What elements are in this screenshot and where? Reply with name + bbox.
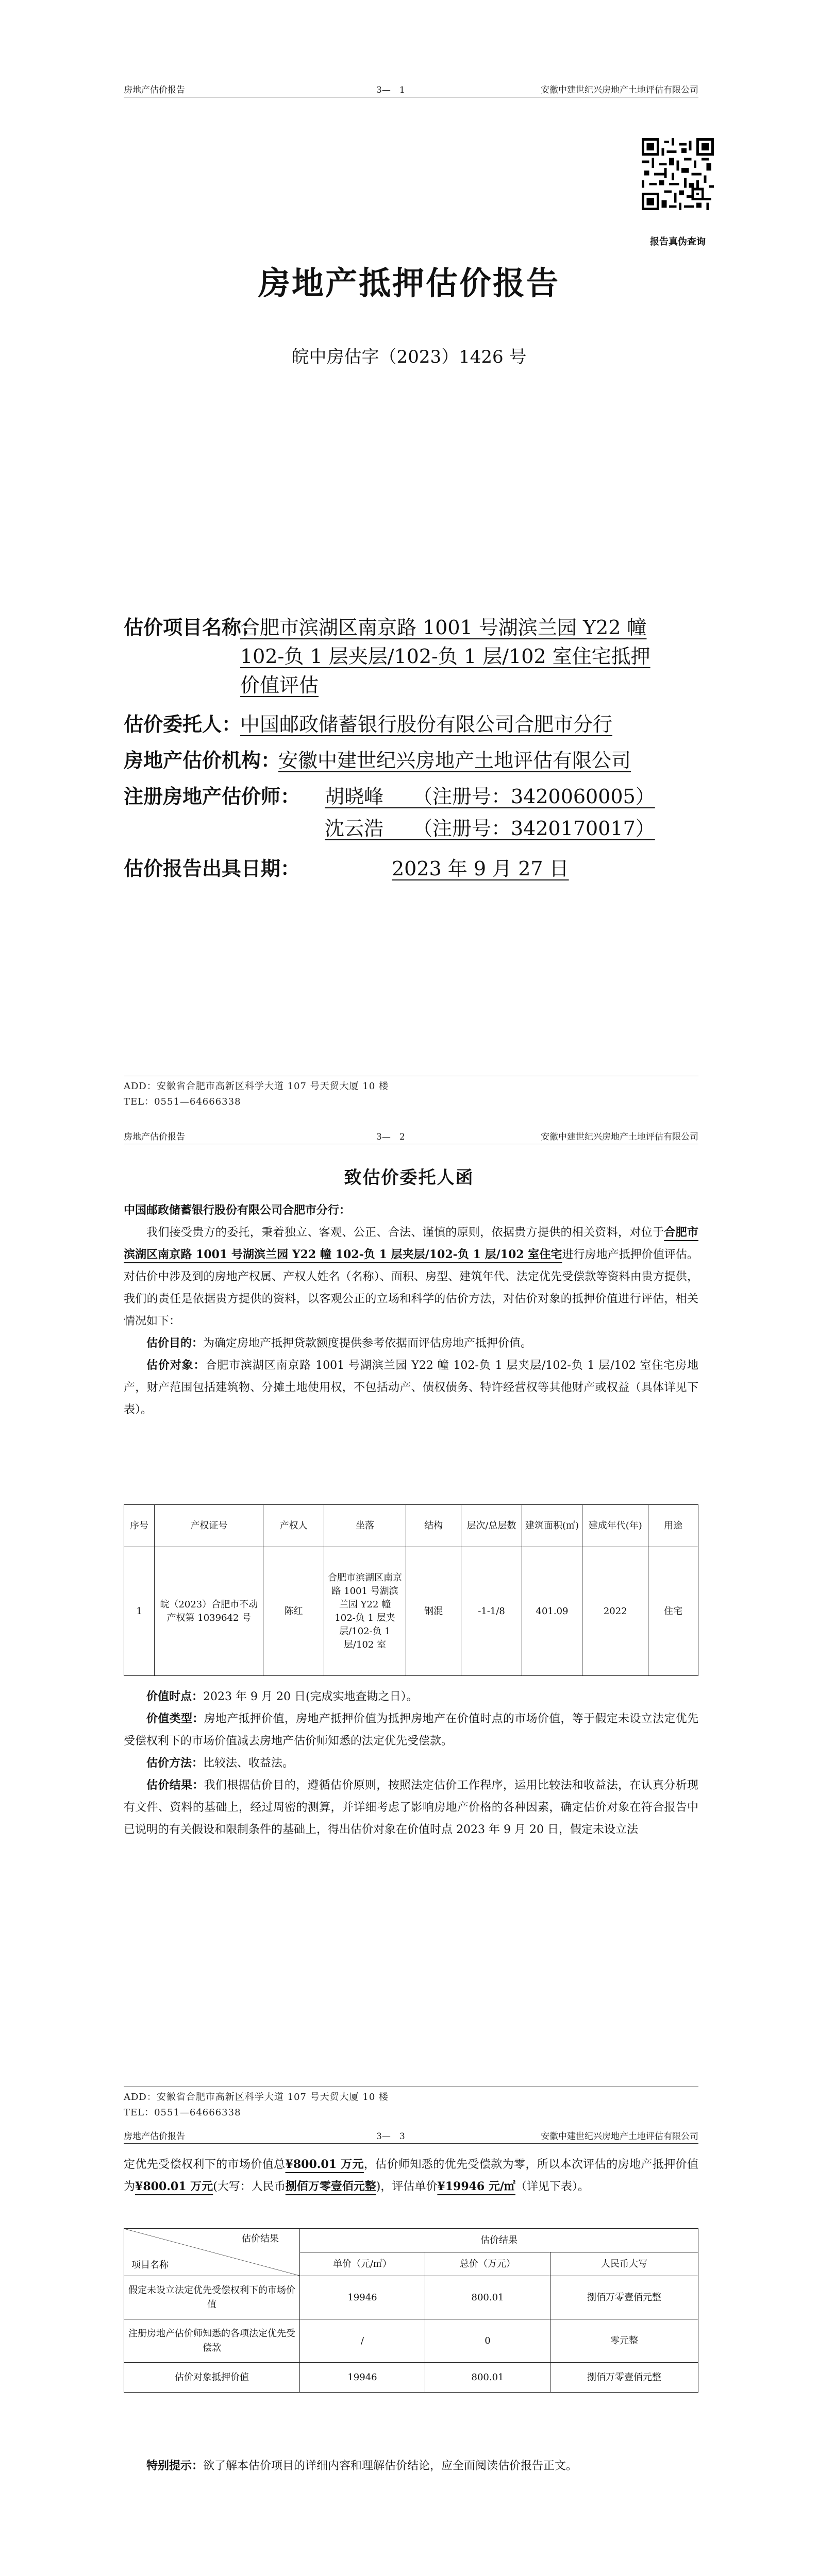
project-name-label: 估价项目名称： [124, 616, 261, 639]
appraiser-row [124, 782, 698, 849]
appraiser-1: 胡晓峰 （注册号：3420060005） [325, 785, 655, 808]
appraiser-2: 沈云浩 （注册号：3420170017） [325, 817, 655, 840]
header-doc-title: 房地产估价报告 [124, 2131, 185, 2142]
letter-body-2 [124, 1686, 698, 1841]
table-header-cell: 层次/总层数 [461, 1505, 522, 1547]
table-cell: 零元整 [550, 2319, 698, 2363]
mortgage-value-amount: ¥800.01 万元 [135, 2180, 213, 2193]
footer-tel: TEL：0551—64666338 [124, 2107, 241, 2118]
table-cell: -1-1/8 [461, 1547, 522, 1676]
table-cell: 401.09 [522, 1547, 582, 1676]
table-cell: 1 [124, 1547, 155, 1676]
letter-body [124, 1199, 698, 1421]
amount-in-words: 捌佰万零壹佰元整 [285, 2180, 376, 2193]
client-row [124, 710, 698, 739]
object-paragraph: 估价对象：合肥市滨湖区南京路 1001 号湖滨兰园 Y22 幢 102-负 1 层夹层/102-负 1 层/102 室住宅房地产，财产范围包括建筑物、分摊土地使用权，不包括动产、债权债务、特许经营权等其他财产或权益（具体详见下表）。 [124, 1359, 698, 1416]
table-cell: 捌佰万零壹佰元整 [550, 2276, 698, 2319]
table-cell: 假定未设立法定优先受偿权利下的市场价值 [124, 2276, 300, 2319]
page-footer [124, 1079, 389, 1110]
footer-tel: TEL：0551—64666338 [124, 1096, 241, 1107]
footer-address: ADD：安徽省合肥市高新区科学大道 107 号天贸大厦 10 楼 [124, 1081, 389, 1092]
table-header-cell: 结构 [406, 1505, 461, 1547]
table-header-row [124, 2229, 698, 2252]
table-row [124, 2319, 698, 2363]
table-header-cell: 人民币大写 [550, 2252, 698, 2276]
letter-page [0, 1123, 818, 2123]
table-header-cell: 产权人 [263, 1505, 324, 1547]
table-group-header: 估价结果 [300, 2229, 698, 2252]
project-name-line: 价值评估 [240, 674, 319, 697]
table-cell: 捌佰万零壹佰元整 [550, 2363, 698, 2393]
table-corner-cell [124, 2229, 300, 2276]
special-notice [124, 2455, 698, 2477]
qr-code-icon[interactable] [642, 138, 714, 210]
corner-label-bottom: 项目名称 [131, 2260, 169, 2270]
result-continuation: 定优先受偿权利下的市场价值总¥800.01 万元，估价师知悉的优先受偿款为零，所以本次评估的房地产抵押价值为¥800.01 万元(大写：人民币捌佰万零壹佰元整)，评估单价¥19946 元/㎡（详见下表）。 [124, 2158, 698, 2193]
report-title: 房地产抵押估价报告 [258, 264, 560, 302]
header-company: 安徽中建世纪兴房地产土地评估有限公司 [541, 85, 698, 95]
header-page-number: 3— 2 [376, 1132, 405, 1142]
table-cell: 注册房地产估价师知悉的各项法定优先受偿款 [124, 2319, 300, 2363]
purpose-paragraph: 估价目的：为确定房地产抵押贷款额度提供参考依据而评估房地产抵押价值。 [146, 1336, 532, 1350]
market-value-amount: ¥800.01 万元 [285, 2158, 364, 2171]
table-header-cell: 总价（万元） [425, 2252, 550, 2276]
header-page-number: 3— 3 [376, 2131, 405, 2142]
table-header-cell: 建成年代(年) [582, 1505, 648, 1547]
letter-intro: 我们接受贵方的委托，秉着独立、客观、公正、合法、谨慎的原则，依据贵方提供的相关资料，对位于合肥市滨湖区南京路 1001 号湖滨兰园 Y22 幢 102-负 1 层夹层/102-负 1 层/102 室住宅进行房地产抵押价值评估。对估价中涉及到的房地产权属、产权人姓名（名称）、面积、房型、建筑年代、法定优先受偿款等资料由贵方提供，我们的责任是依据贵方提供的资料，以客观公正的立场和科学的估价方法，对估价对象的抵押价值进行评估，相关情况如下： [124, 1226, 698, 1328]
value-date-paragraph: 价值时点：2023 年 9 月 20 日(完成实地查勘之日）。 [146, 1690, 418, 1703]
project-name-line: 102-负 1 层夹层/102-负 1 层/102 室住宅抵押 [240, 645, 650, 668]
table-cell: 2022 [582, 1547, 648, 1676]
table-header-row [124, 1505, 698, 1547]
client-label: 估价委托人： [124, 713, 242, 736]
header-doc-title: 房地产估价报告 [124, 1132, 185, 1142]
table-cell: 钢混 [406, 1547, 461, 1676]
table-cell: 住宅 [648, 1547, 698, 1676]
project-name-row [124, 613, 698, 701]
header-doc-title: 房地产估价报告 [124, 85, 185, 95]
valuation-result-table [124, 2228, 698, 2393]
result-paragraph: 估价结果：我们根据估价目的，遵循估价原则，按照法定估价工作程序，运用比较法和收益法，在认真分析现有文件、资料的基础上，经过周密的测算，并详细考虑了影响房地产价格的各种因素，确定估价对象在符合报告中已说明的有关假设和限制条件的基础上，得出估价对象在价值时点 2023 年 9 月 20 日，假定未设立法 [124, 1778, 698, 1836]
page-footer [124, 2090, 389, 2121]
table-row [124, 2363, 698, 2393]
table-header-cell: 单价（元/㎡） [300, 2252, 425, 2276]
table-cell: 800.01 [425, 2363, 550, 2393]
table-cell: / [300, 2319, 425, 2363]
agency-value: 安徽中建世纪兴房地产土地评估有限公司 [278, 749, 631, 772]
issue-date-row [124, 854, 698, 883]
method-paragraph: 估价方法：比较法、收益法。 [146, 1756, 294, 1770]
header-company: 安徽中建世纪兴房地产土地评估有限公司 [541, 2131, 698, 2142]
cover-page [0, 0, 818, 1107]
agency-row [124, 746, 698, 775]
client-value: 中国邮政储蓄银行股份有限公司合肥市分行 [240, 713, 613, 736]
table-cell: 合肥市滨湖区南京路 1001 号湖滨兰园 Y22 幢 102-负 1 层夹层/102-负 1 层/102 室 [324, 1547, 406, 1676]
table-header-cell: 序号 [124, 1505, 155, 1547]
table-cell: 19946 [300, 2363, 425, 2393]
letter-addressee: 中国邮政储蓄银行股份有限公司合肥市分行： [124, 1204, 351, 1217]
special-notice-label: 特别提示： [146, 2459, 204, 2472]
table-cell: 19946 [300, 2276, 425, 2319]
table-cell: 皖（2023）合肥市不动产权第 1039642 号 [155, 1547, 263, 1676]
special-notice-text: 欲了解本估价项目的详细内容和理解估价结论，应全面阅读估价报告正文。 [203, 2460, 578, 2472]
header-page-number: 3— 1 [376, 85, 405, 95]
project-name-line: 合肥市滨湖区南京路 1001 号湖滨兰园 Y22 幢 [240, 616, 647, 639]
value-type-paragraph: 价值类型：房地产抵押价值，房地产抵押价值为抵押房地产在价值时点的市场价值，等于假定未设立法定优先受偿权利下的市场价值减去房地产估价师知悉的法定优先受偿款。 [124, 1712, 698, 1748]
table-row [124, 2276, 698, 2319]
unit-price: ¥19946 元/㎡ [437, 2180, 515, 2193]
table-header-cell: 产权证号 [155, 1505, 263, 1547]
header-company: 安徽中建世纪兴房地产土地评估有限公司 [541, 1132, 698, 1142]
table-row [124, 1547, 698, 1676]
footer-address: ADD：安徽省合肥市高新区科学大道 107 号天贸大厦 10 楼 [124, 2092, 389, 2103]
qr-caption: 报告真伪查询 [650, 236, 706, 247]
appraiser-label: 注册房地产估价师： [124, 785, 301, 808]
letter-title: 致估价委托人函 [344, 1167, 474, 1188]
result-page [0, 2123, 818, 2576]
issue-date-label: 估价报告出具日期： [124, 857, 301, 880]
header-rule [124, 2143, 698, 2144]
property-table [124, 1504, 698, 1676]
table-cell: 800.01 [425, 2276, 550, 2319]
table-header-cell: 建筑面积(㎡) [522, 1505, 582, 1547]
corner-label-top: 估价结果 [242, 2233, 279, 2244]
table-cell: 陈红 [263, 1547, 324, 1676]
report-number: 皖中房估字（2023）1426 号 [291, 347, 527, 367]
agency-label: 房地产估价机构： [124, 749, 281, 772]
table-cell: 0 [425, 2319, 550, 2363]
issue-date-value: 2023 年 9 月 27 日 [392, 857, 569, 880]
table-header-cell: 用途 [648, 1505, 698, 1547]
table-cell: 估价对象抵押价值 [124, 2363, 300, 2393]
table-header-cell: 坐落 [324, 1505, 406, 1547]
